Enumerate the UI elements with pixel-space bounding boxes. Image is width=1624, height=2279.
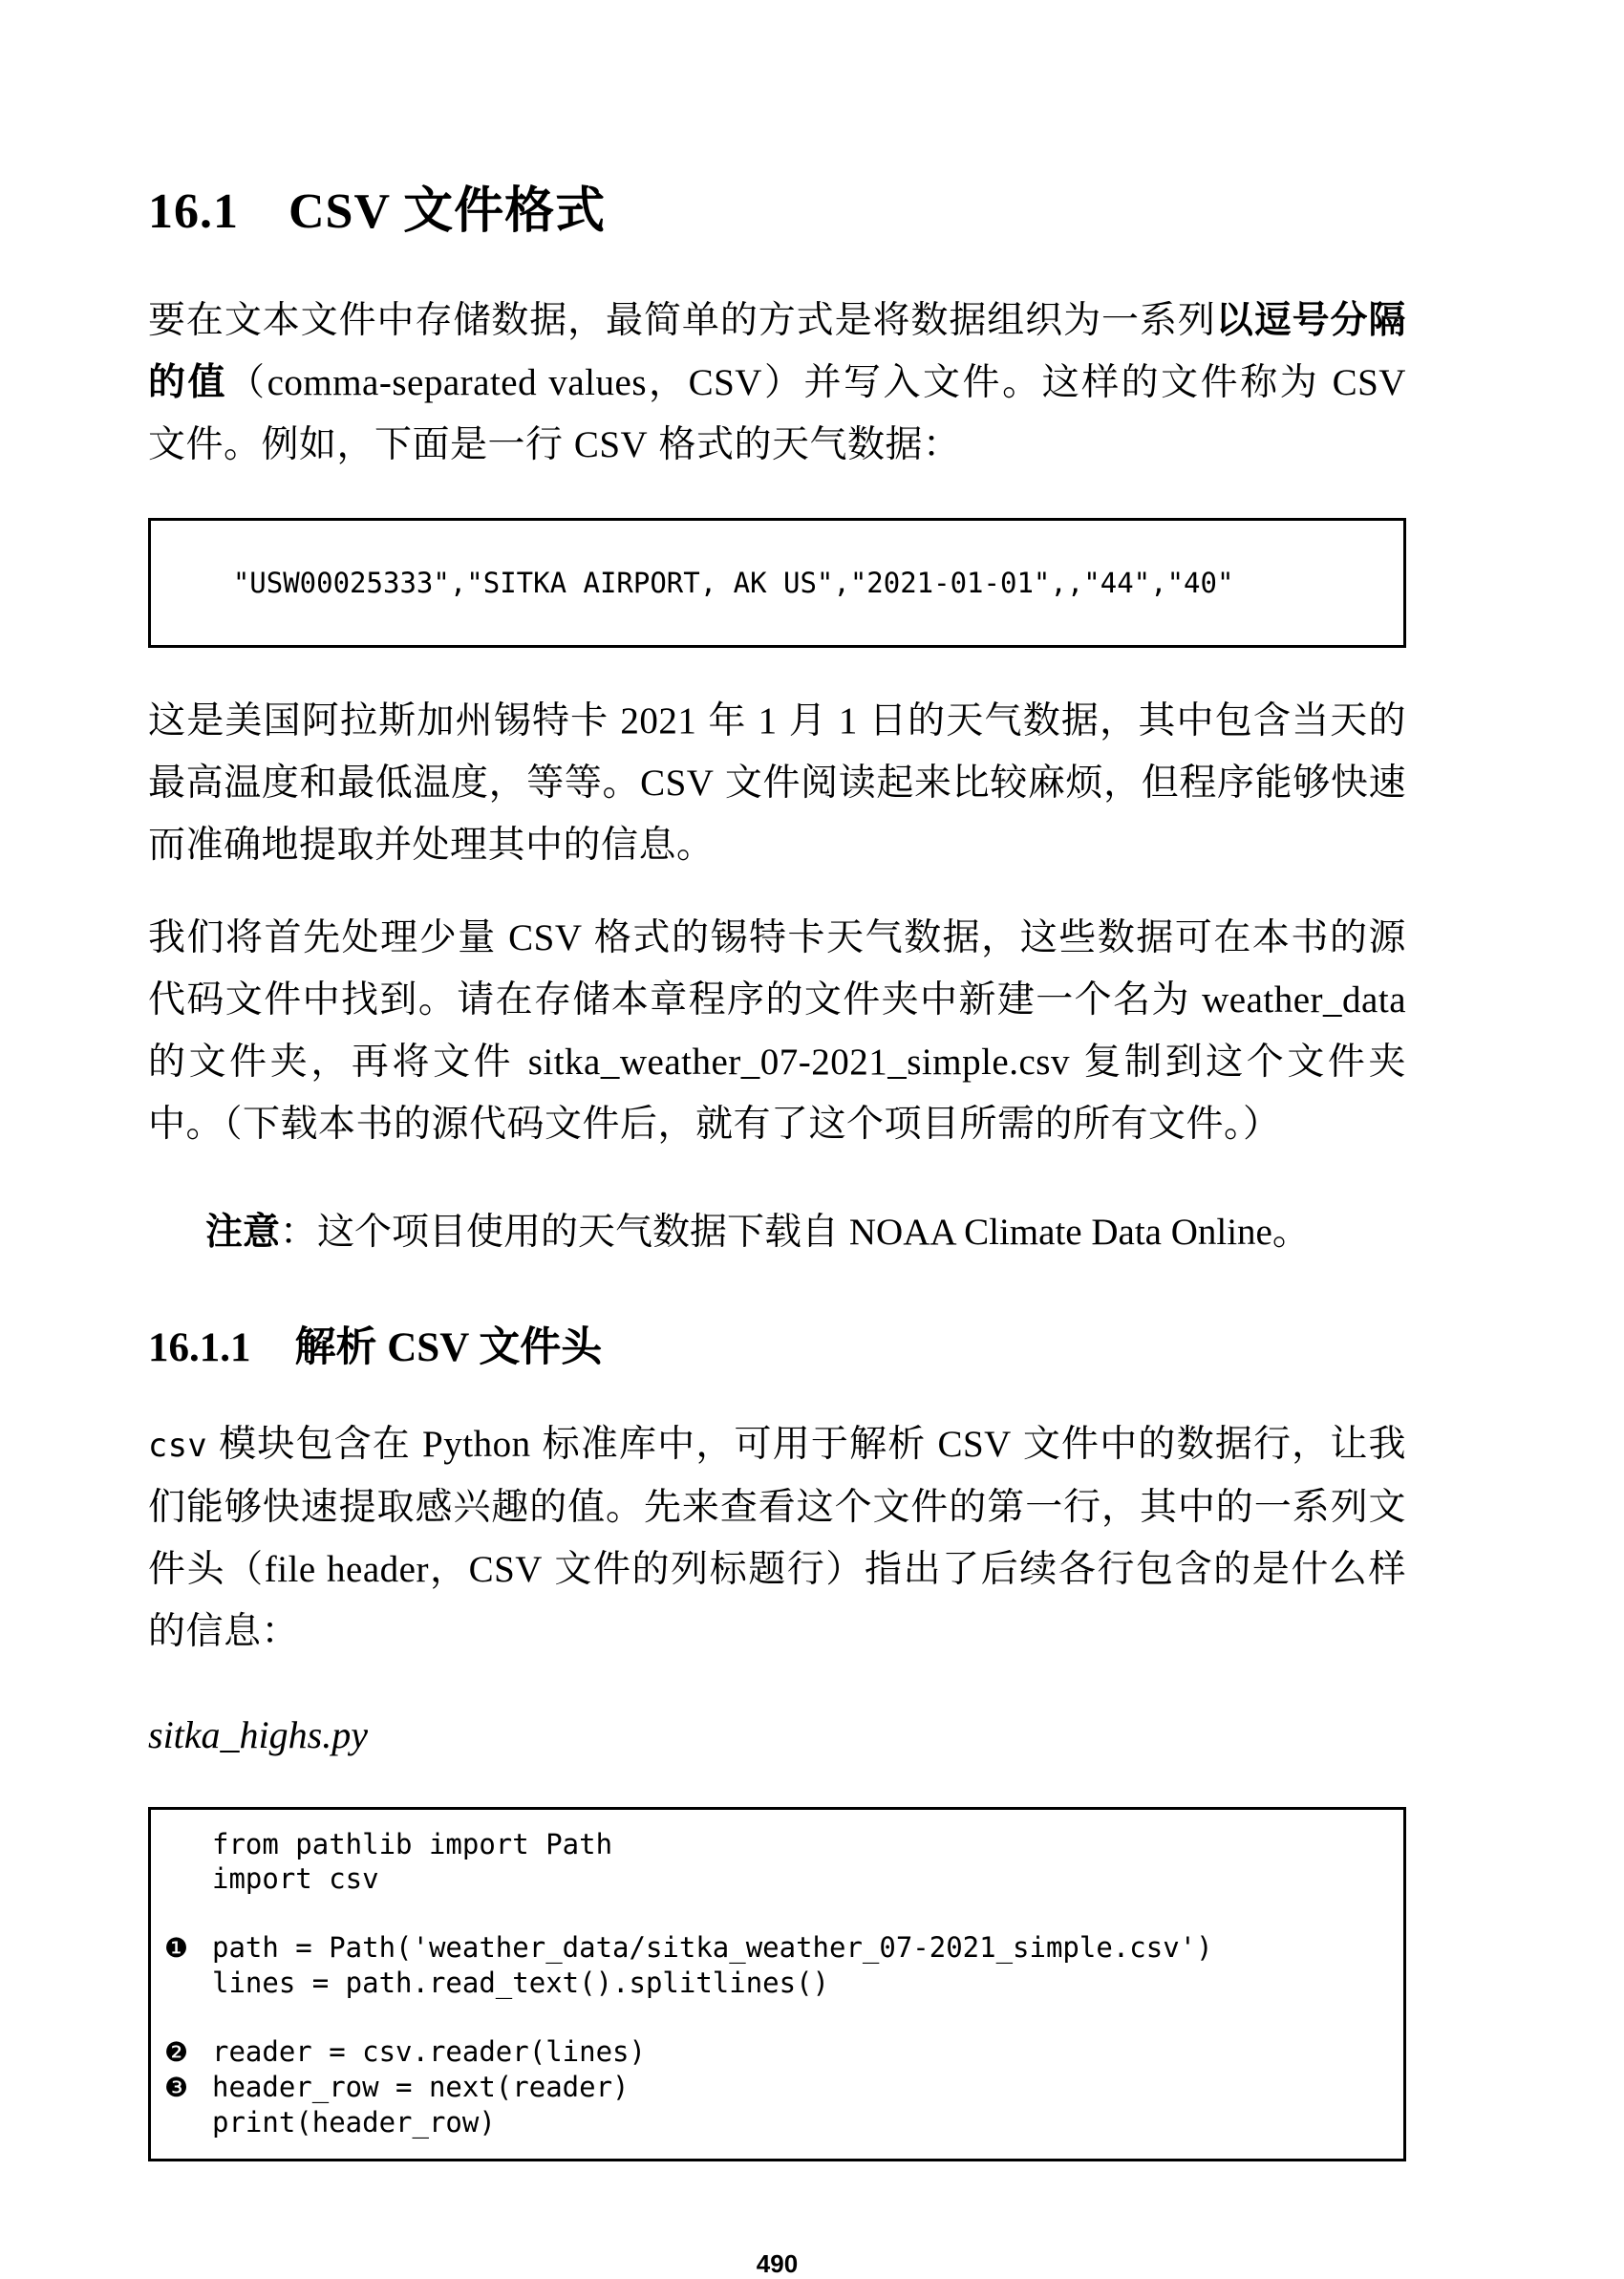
text-run: ：这个项目使用的天气数据下载自 xyxy=(280,1212,849,1253)
csv-sample-box xyxy=(148,518,1406,648)
text-run: CSV xyxy=(640,763,715,804)
text-run: weather_data xyxy=(1202,979,1406,1021)
text-run: ）并写入文件。这样的文件称为 xyxy=(761,362,1333,403)
text-run: 标准库中，可用于解析 xyxy=(530,1424,938,1465)
text-run: 模块包含在 xyxy=(207,1424,423,1465)
text-run: ， xyxy=(428,1549,469,1590)
text-run: CSV xyxy=(937,1424,1012,1465)
subsection-heading xyxy=(148,1315,1406,1373)
text-run: 格式的锡特卡天气数据，这些数据可在本书的源代码文件中找到。请在存储本章程序的文件夹中新建一个名为 xyxy=(148,917,1406,1021)
code-text: reader = csv.reader(lines) xyxy=(212,2035,646,2068)
code-line xyxy=(164,1930,1386,1966)
code-line xyxy=(164,2034,1386,2070)
text-run: csv xyxy=(148,1427,208,1464)
paragraph-weather-explain xyxy=(148,690,1406,876)
paragraph-project-setup xyxy=(148,907,1406,1155)
code-text: import csv xyxy=(212,1862,379,1895)
code-text: header_row = next(reader) xyxy=(212,2071,630,2103)
code-text: from pathlib import Path xyxy=(212,1828,613,1860)
text-run: 文件阅读起来比较麻烦，但程序能够快速而准确地提取并处理其中的信息。 xyxy=(148,763,1406,866)
text-run: CSV xyxy=(468,1549,543,1590)
code-line xyxy=(164,1896,1386,1930)
section-heading xyxy=(148,170,1406,242)
code-text: print(header_row) xyxy=(212,2106,496,2139)
section-number: 16.1 xyxy=(148,184,239,239)
text-run: 月 xyxy=(777,700,839,742)
text-run: NOAA Climate Data Online xyxy=(848,1212,1272,1253)
text-run: 1 xyxy=(838,700,858,742)
text-run: 要在文本文件中存储数据，最简单的方式是将数据组织为一系列 xyxy=(148,300,1216,341)
code-annotation-marker: ❸ xyxy=(164,2072,189,2103)
text-run: Python xyxy=(422,1424,531,1465)
paragraph-intro xyxy=(148,290,1406,476)
text-run: 。 xyxy=(1271,1212,1310,1253)
text-run: comma-separated values xyxy=(267,362,648,403)
code-text xyxy=(212,1897,228,1929)
python-code-box xyxy=(148,1807,1406,2161)
text-run: 我们将首先处理少量 xyxy=(148,917,509,958)
text-run: 这是美国阿拉斯加州锡特卡 xyxy=(148,700,621,742)
text-run: 的文件夹，再将文件 xyxy=(148,1042,528,1083)
code-line xyxy=(164,1827,1386,1861)
text-run: 文件的列标题行）指出了后续各行包含的是什么样的信息： xyxy=(148,1549,1406,1652)
text-run: sitka_weather_07-2021_simple.csv xyxy=(527,1042,1070,1083)
text-run: CSV xyxy=(508,917,583,958)
text-run: 年 xyxy=(696,700,759,742)
text-run: 以逗号分隔的值 xyxy=(148,300,1406,403)
code-text: path = Path('weather_data/sitka_weather_07-2021_simple.csv') xyxy=(212,1931,1213,1964)
code-line xyxy=(164,1966,1386,2000)
text-run: CSV xyxy=(688,362,762,403)
text-run: 注意 xyxy=(205,1212,281,1253)
text-run: file header xyxy=(264,1549,429,1590)
text-run: CSV xyxy=(1332,362,1406,403)
text-run: 格式的天气数据： xyxy=(648,424,961,465)
code-line xyxy=(164,1861,1386,1896)
subsection-number: 16.1.1 xyxy=(148,1325,251,1370)
code-annotation-marker: ❷ xyxy=(164,2036,189,2068)
code-annotation-marker: ❶ xyxy=(164,1932,189,1964)
text-run: 2021 xyxy=(620,700,697,742)
text-run: 1 xyxy=(758,700,778,742)
code-text xyxy=(212,2001,228,2033)
csv-sample-line: "USW00025333","SITKA AIRPORT, AK US","2021-01-01",,"44","40" xyxy=(232,567,1234,599)
paragraph-csv-module xyxy=(148,1413,1406,1663)
page-number: 490 xyxy=(756,2249,799,2278)
code-line xyxy=(164,2000,1386,2034)
note-paragraph xyxy=(148,1201,1406,1263)
code-line xyxy=(164,2105,1386,2139)
code-line xyxy=(164,2070,1386,2105)
text-run: 复制到这个文件夹中。（下载本书的源代码文件后，就有了这个项目所需的所有文件。） xyxy=(148,1042,1406,1145)
text-run: （ xyxy=(227,362,267,403)
section-title: CSV 文件格式 xyxy=(288,184,607,239)
text-run: 文件中的数据行，让我们能够快速提取感兴趣的值。先来查看这个文件的第一行，其中的一系列文件头（ xyxy=(148,1424,1407,1590)
text-run: 日的天气数据，其中包含当天的最高温度和最低温度，等等。 xyxy=(148,700,1407,804)
subsection-title: 解析 CSV 文件头 xyxy=(294,1325,603,1370)
text-run: 文件。例如，下面是一行 xyxy=(148,424,574,465)
text-run: CSV xyxy=(573,424,649,465)
code-text: lines = path.read_text().splitlines() xyxy=(212,1967,830,1999)
text-run: ， xyxy=(647,362,689,403)
code-filename-label: sitka_highs.py xyxy=(148,1713,368,1756)
